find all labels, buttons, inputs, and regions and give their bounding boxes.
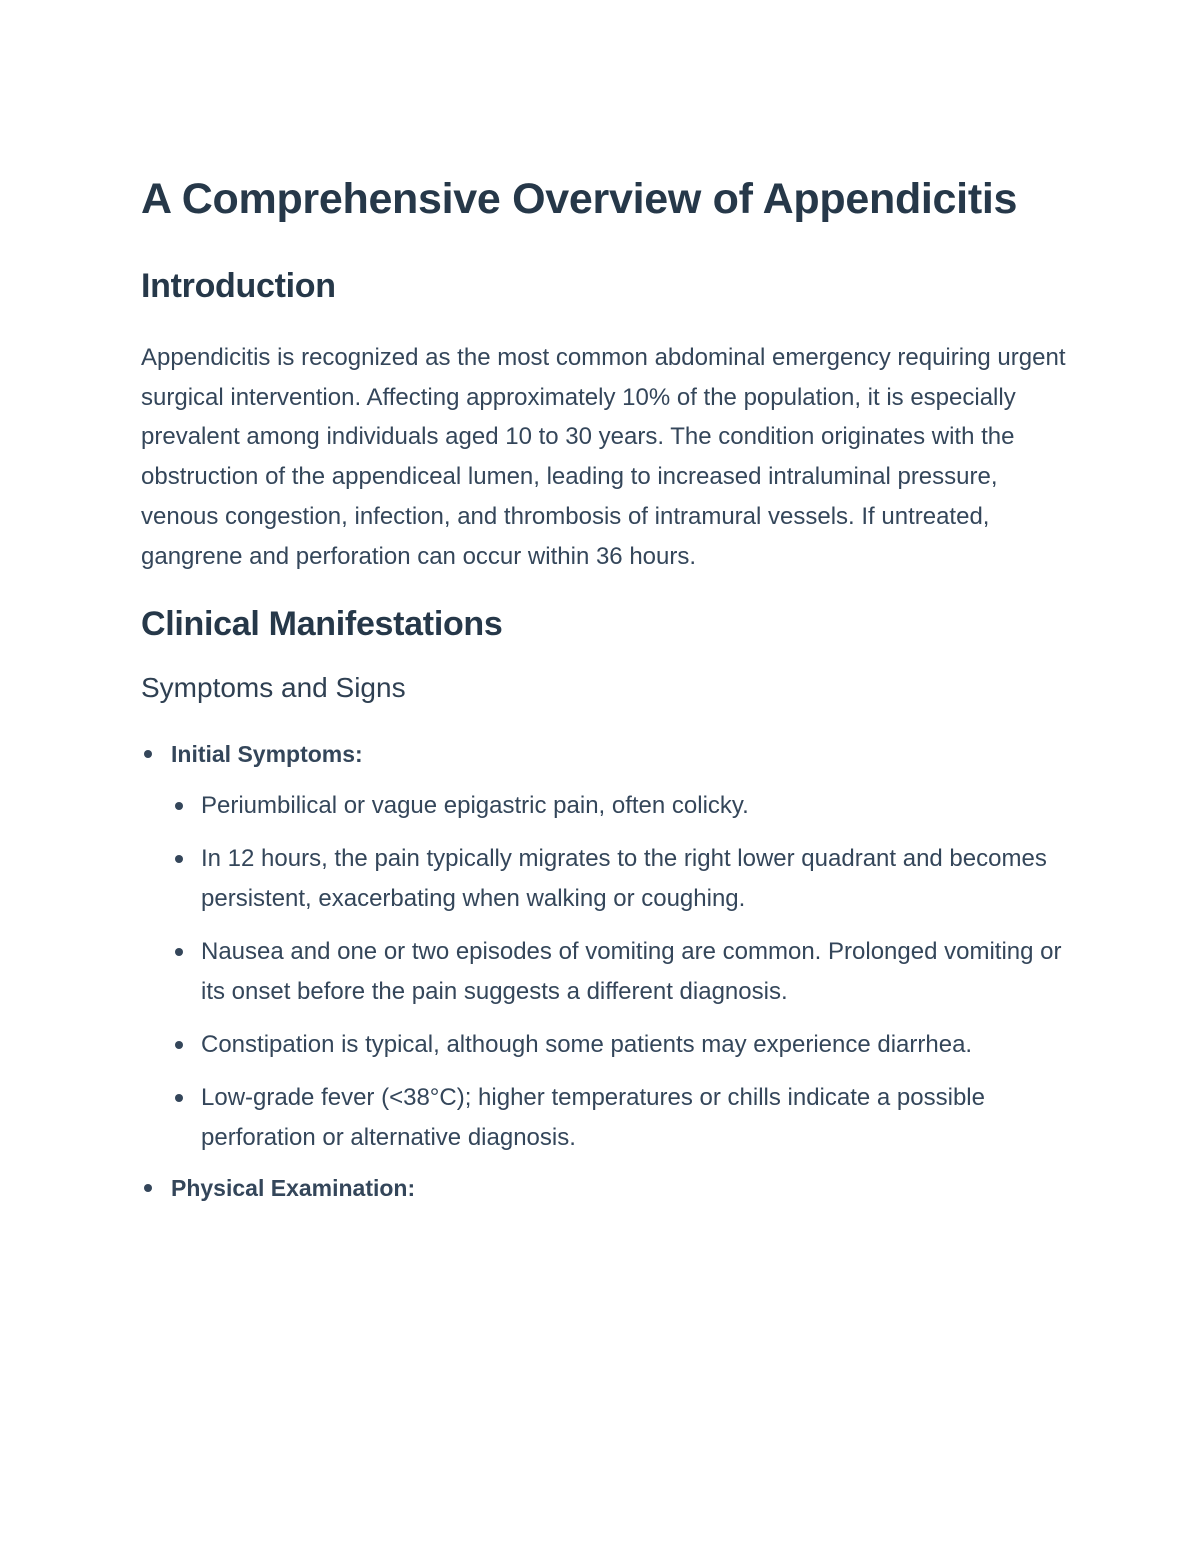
clinical-manifestations-heading: Clinical Manifestations <box>141 605 503 644</box>
list-item-physical-examination <box>141 1168 1071 1208</box>
list-item: In 12 hours, the pain typically migrates to the right lower quadrant and becomes persistent, exacerbating when walking or coughing. <box>171 839 1071 919</box>
symptoms-and-signs-heading: Symptoms and Signs <box>141 672 406 704</box>
initial-symptoms-sublist <box>171 786 1071 1158</box>
symptoms-list <box>141 734 1071 1208</box>
document-page <box>141 168 1071 1208</box>
list-item: Low-grade fever (<38°C); higher temperatures or chills indicate a possible perforation or alternative diagnosis. <box>171 1078 1071 1158</box>
introduction-paragraph: Appendicitis is recognized as the most common abdominal emergency requiring urgent surgical intervention. Affecting approximately 10% of the population, it is especially prevalent among individuals aged 10 to 30 years. The condition originates with the obstruction of the appendiceal lumen, leading to increased intraluminal pressure, venous congestion, infection, and thrombosis of intramural vessels. If untreated, gangrene and perforation can occur within 36 hours. <box>141 344 1066 570</box>
list-item-initial-symptoms <box>141 734 1071 1158</box>
introduction-heading: Introduction <box>141 267 336 305</box>
list-item: Nausea and one or two episodes of vomiting are common. Prolonged vomiting or its onset before the pain suggests a different diagnosis. <box>171 932 1071 1012</box>
document-title: A Comprehensive Overview of Appendicitis <box>141 175 1018 223</box>
list-item: Periumbilical or vague epigastric pain, often colicky. <box>171 786 1071 826</box>
initial-symptoms-label: Initial Symptoms: <box>171 741 363 768</box>
physical-examination-label: Physical Examination: <box>171 1175 416 1202</box>
list-item: Constipation is typical, although some patients may experience diarrhea. <box>171 1025 1071 1065</box>
